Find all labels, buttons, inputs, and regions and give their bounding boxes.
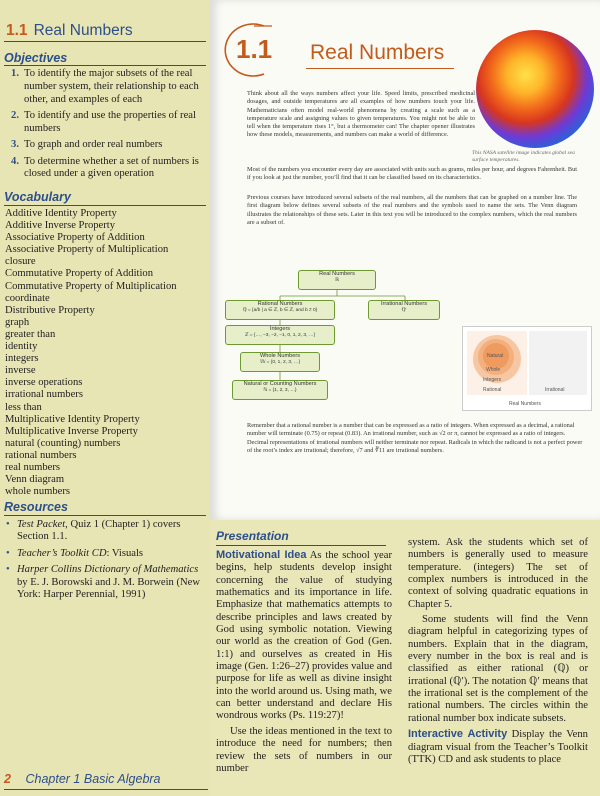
rational-numbers-box: Rational Numbers ℚ = {a/b | a ∈ ℤ, b ∈ ℤ, and b ≠ 0} [225,300,335,320]
image-caption: This NASA satellite image indicates global sea surface temperatures. [472,150,575,163]
intro-paragraph: Think about all the ways numbers affect your life. Speed limits, prescribed medicinal dosages, and outside temperatures are all examples of how numbers touch your life. Mathematicians often model real-world phenomena by creating a scale such as a temperature scale and assigning values to given temperatures. You might not be able to tell when the temperature rises 1°, but a thermometer can! The chapter opener illustrates how these models, measurements, and numbers can make a world of difference. [247,90,475,139]
vocabulary-term: Commutative Property of Addition [5,268,154,280]
vocabulary-term: integers [5,353,39,365]
interactive-activity-heading: Interactive Activity [408,728,508,741]
venn-label-whole: Whole [486,367,501,373]
vocabulary-term: rational numbers [5,449,77,461]
resource-detail: by E. J. Borowski and J. M. Borwein (New York: Harper Perennial, 1991) [17,576,201,601]
vocabulary-list [5,208,210,498]
satellite-globe-image [476,30,594,148]
objective-number: 2. [11,109,19,121]
objective-text: To determine whether a set of numbers is closed under a given operation [24,155,199,180]
objective-text: To identify and use the properties of real numbers [24,109,196,134]
vocabulary-term: less than [5,401,42,413]
integers-box: Integers ℤ = {…, −3, −2, −1, 0, 1, 2, 3, …} [225,325,335,345]
divider [4,515,206,516]
use-ideas-paragraph: Use the ideas mentioned in the text to introduce the need for numbers; then review the sets of numbers in our number [216,725,392,774]
vocabulary-term: Multiplicative Inverse Property [5,425,138,437]
vocabulary-term: inverse operations [5,377,83,389]
paragraph-units: Most of the numbers you encounter every day are associated with units such as grams, miles per hour, and degrees Fahrenheit. But if you look at just the number, you’ll find that it can be classified based on its characteristics. [247,166,577,182]
vocabulary-term: Additive Inverse Property [5,220,116,232]
vocabulary-heading: Vocabulary [4,190,71,204]
presentation-heading: Presentation [216,529,289,543]
objectives-list [4,68,208,185]
page-number: 2 [4,772,11,786]
objective-item [4,110,208,136]
natural-numbers-box: Natural or Counting Numbers ℕ = {1, 2, 3, …} [232,380,328,400]
irrational-numbers-box: Irrational Numbers ℚ′ [368,300,440,320]
remember-paragraph: Remember that a rational number is a number that can be expressed as a ratio of integers. When expressed as a decimal, a rational number will terminate (0.75) or repeat (0.83). An irrational number, such as √2 or π, cannot be expressed as a ratio of integers. Decimal representations of irrational numbers will neither terminate nor repeat. Radicals in which the radicand is not a perfect power of the root’s index are irrational; therefore, √7 and ∛11 are irrational numbers. [247,422,583,454]
divider [4,41,206,42]
venn-label-natural: Natural [487,353,504,359]
number-sets-diagram [242,270,460,410]
irrational-region [529,331,587,395]
section-title-text: Real Numbers [33,22,133,39]
resource-title: Harper Collins Dictionary of Mathematics [17,564,199,576]
vocabulary-term: Commutative Property of Multiplication [5,280,177,292]
bullet-icon: • [6,564,10,576]
vocabulary-term: natural (counting) numbers [5,437,121,449]
presentation-column-1 [216,549,392,778]
column2-paragraph-2: Some students will find the Venn diagram helpful in categorizing types of numbers. Explain that in the diagram, every number in the box is real and is classified as either rational (ℚ) or irrational (ℚ′). The notation ℚ′ means that the irrational set is the complement of the rational numbers. The circles within the rational number box indicate subsets. [408,614,588,724]
divider [216,545,386,546]
page-footer [4,772,208,786]
objective-item [4,156,208,182]
vocabulary-term: Venn diagram [5,474,65,486]
interactive-activity-text: Display the Venn diagram visual from the Teacher’s Toolkit (TTK) CD and ask students to place [408,729,588,765]
objective-item [4,68,208,106]
footer-chapter: Chapter 1 Basic Algebra [25,772,161,786]
resource-detail: : Visuals [106,547,144,559]
student-section-title: Real Numbers [310,41,445,64]
resource-item [6,519,206,544]
objective-text: To graph and order real numbers [24,139,163,151]
column2-paragraph-1: system. Ask the students which set of numbers is generally used to measure temperature. (integers) The set of complex numbers is introduced in the context of solving quadratic equations in Chapter 5. [408,537,588,610]
real-numbers-box: Real Numbers ℝ [298,270,376,290]
resources-list [6,519,206,605]
objective-number: 3. [11,139,19,151]
venn-label-irrational: Irrational [545,387,565,393]
objective-item [4,139,208,152]
divider [4,789,208,790]
vocabulary-term: whole numbers [5,486,71,498]
paragraph-subsets: Previous courses have introduced several subsets of the real numbers, all the numbers that can be graphed on a number line. The first diagram below defines several subsets of the real numbers and the symbols used to name the sets. The Venn diagram illustrates the relationships of these sets. Later in this text you will be introduced to the complex numbers, which the real numbers are a subset of. [247,194,577,226]
divider [4,205,206,206]
student-section-number: 1.1 [236,34,273,64]
vocabulary-term: Additive Identity Property [5,208,117,219]
motivational-idea-heading: Motivational Idea [216,549,307,561]
resource-item [6,548,206,560]
objective-text: To identify the major subsets of the real number system, their relationship to each other, and examples of each [24,68,199,105]
vocabulary-term: Associative Property of Addition [5,232,145,244]
venn-diagram [462,326,592,411]
vocabulary-term: greater than [5,328,56,340]
resource-title: Test Packet [17,519,66,530]
objectives-heading: Objectives [4,51,68,65]
vocabulary-term: Multiplicative Identity Property [5,413,140,425]
objective-number: 4. [11,155,19,167]
venn-label-rational: Rational [483,387,502,393]
bullet-icon: • [6,519,10,530]
vocabulary-term: irrational numbers [5,389,83,401]
divider [306,68,454,69]
section-title [6,22,133,40]
resource-detail: , Quiz 1 (Chapter 1) covers Section 1.1. [17,519,181,543]
venn-caption: Real Numbers [509,401,541,407]
sidebar [0,0,210,796]
vocabulary-term: closure [5,256,36,268]
vocabulary-term: graph [5,316,30,328]
vocabulary-term: Associative Property of Multiplication [5,244,169,256]
divider [4,65,206,66]
venn-label-integers: Integers [483,377,502,383]
vocabulary-term: identity [5,341,38,353]
resource-item [6,564,206,601]
vocabulary-term: real numbers [5,461,61,473]
objective-number: 1. [11,68,19,79]
resource-title: Teacher’s Toolkit CD [17,547,107,559]
vocabulary-term: inverse [5,365,36,377]
student-page [210,0,600,520]
presentation-column-2 [408,537,588,769]
section-number: 1.1 [6,22,28,39]
vocabulary-term: Distributive Property [5,304,95,316]
whole-numbers-box: Whole Numbers 𝕎 = {0, 1, 2, 3, …} [240,352,320,372]
motivational-idea-text: As the school year begins, help students develop insight concerning the value of studying mathematics and its importance in life. Emphasize that mathematics attempts to describe principles and laws created by God using symbolic notation. Viewing our world as the creation of God (Gen. 1:1) and ourselves as created in His image (Gen. 1:26–27) provides value and purpose for life as well as divine insight into the world around us. Using math, we can better understand and declare His wondrous works (Ps. 119:27)! [216,550,392,722]
bullet-icon: • [6,547,10,559]
vocabulary-term: coordinate [5,292,50,304]
resources-heading: Resources [4,500,68,514]
